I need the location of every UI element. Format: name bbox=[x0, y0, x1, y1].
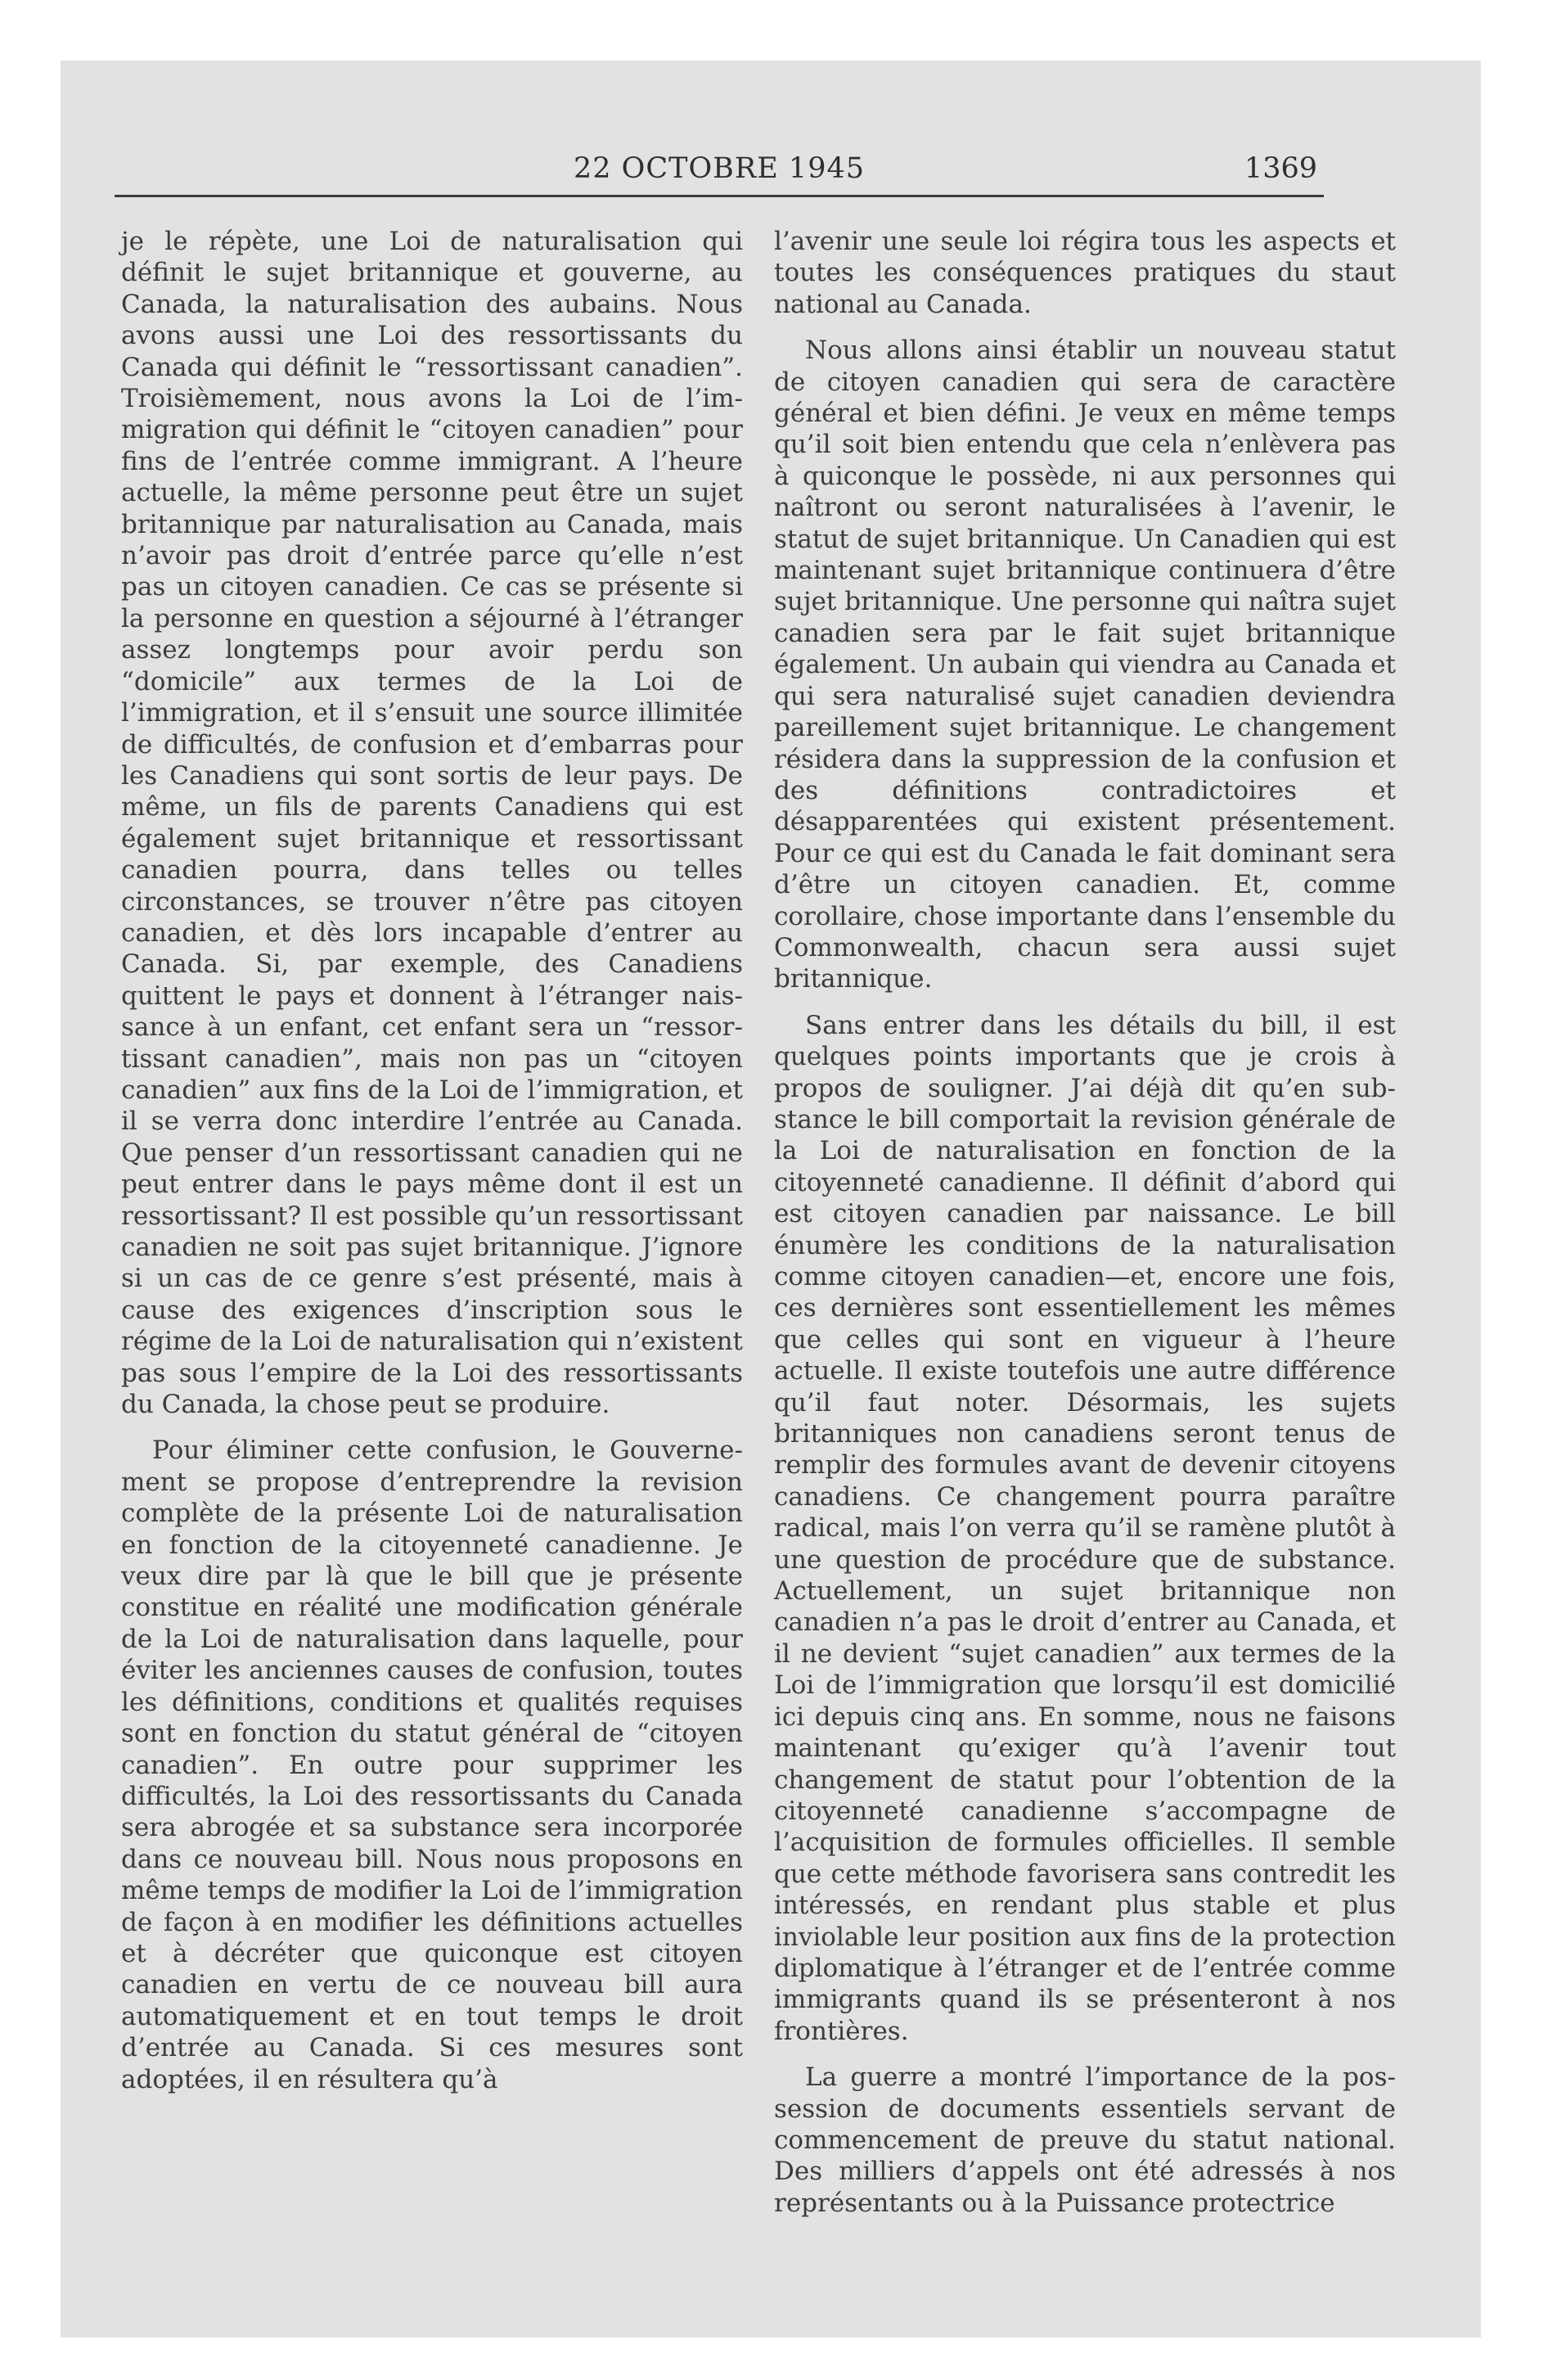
paragraph: Nous allons ainsi établir un nouveau statut de citoyen canadien qui sera de caractère général et bien défini. Je veux en même temps qu’il soit bien entendu que cela n’enlèvera pas à quiconque le possède, ni aux personnes qui naîtront ou seront naturalisées à l’avenir, le statut de sujet britannique. Un Canadien qui est maintenant sujet britannique continuera d’être sujet britannique. Une personne qui naîtra sujet canadien sera par le fait sujet britannique également. Un aubain qui viendra au Canada et qui sera naturalisé sujet canadien deviendra pareillement sujet britannique. Le changement résidera dans la suppression de la confusion et des définitions contradictoires et désapparentées qui existent présentement. Pour ce qui est du Canada le fait dominant sera d’être un citoyen canadien. Et, comme corollaire, chose importante dans l’ensemble du Commonwealth, chacun sera aussi sujet britannique. bbox=[774, 336, 1396, 994]
page-number: 1369 bbox=[1244, 152, 1317, 185]
paragraph: je le répète, une Loi de naturalisation qui définit le sujet britannique et gouverne, au Canada, la naturalisation des aubains. Nous avons aussi une Loi des ressortissants du Canada qui définit le “ressortissant canadien”. Troisièmement, nous avons la Loi de l’immigration qui définit le “citoyen canadien” pour fins de l’entrée comme immigrant. A l’heure actuelle, la même personne peut être un sujet britannique par naturalisation au Canada, mais n’avoir pas droit d’entrée parce qu’elle n’est pas un citoyen canadien. Ce cas se présente si la personne en question a séjourné à l’étranger assez longtemps pour avoir perdu son “domicile” aux termes de la Loi de l’immigration, et il s’ensuit une source illimitée de difficultés, de confusion et d’embarras pour les Canadiens qui sont sortis de leur pays. De même, un fils de parents Canadiens qui est également sujet britannique et ressortissant canadien pourra, dans telles ou telles circonstances, se trouver n’être pas citoyen canadien, et dès lors incapable d’entrer au Canada. Si, par exemple, des Canadiens quittent le pays et donnent à l’étranger naissance à un enfant, cet enfant sera un “ressortissant canadien”, mais non pas un “citoyen canadien” aux fins de la Loi de l’immigration, et il se verra donc interdire l’entrée au Canada. Que penser d’un ressortissant canadien qui ne peut entrer dans le pays même dont il est un ressortissant? Il est possible qu’un ressortissant canadien ne soit pas sujet britannique. J’ignore si un cas de ce genre s’est présenté, mais à cause des exigences d’inscription sous le régime de la Loi de naturalisation qui n’existent pas sous l’empire de la Loi des ressortissants du Canada, la chose peut se produire. bbox=[121, 227, 743, 1420]
paragraph: Sans entrer dans les détails du bill, il est quelques points importants que je crois à propos de souligner. J’ai déjà dit qu’en substance le bill comportait la revision générale de la Loi de naturalisation en fonction de la citoyenneté canadienne. Il définit d’abord qui est citoyen canadien par naissance. Le bill énumère les conditions de la naturalisation comme citoyen canadien—et, encore une fois, ces dernières sont essentiellement les mêmes que celles qui sont en vigueur à l’heure actuelle. Il existe toutefois une autre différence qu’il faut noter. Désormais, les sujets britanniques non canadiens seront tenus de remplir des formules avant de devenir citoyens canadiens. Ce changement pourra paraître radical, mais l’on verra qu’il se ramène plutôt à une question de procédure que de substance. Actuellement, un sujet britannique non canadien n’a pas le droit d’entrer au Canada, et il ne devient “sujet canadien” aux termes de la Loi de l’immigration que lorsqu’il est domicilié ici depuis cinq ans. En somme, nous ne faisons maintenant qu’exiger qu’à l’avenir tout changement de statut pour l’obtention de la citoyenneté canadienne s’accompagne de l’acquisition de formules officielles. Il semble que cette méthode favorisera sans contredit les intéressés, en rendant plus stable et plus inviolable leur position aux fins de la protection diplomatique à l’étranger et de l’entrée comme immigrants quand ils se présenteront à nos frontières. bbox=[774, 1010, 1396, 2046]
paragraph: Pour éliminer cette confusion, le Gouvernement se propose d’entreprendre la revision complète de la présente Loi de naturalisation en fonction de la citoyenneté canadienne. Je veux dire par là que le bill que je présente constitue en réalité une modification générale de la Loi de naturalisation dans laquelle, pour éviter les anciennes causes de confusion, toutes les définitions, conditions et qualités requises sont en fonction du statut général de “citoyen canadien”. En outre pour supprimer les difficultés, la Loi des ressortissants du Canada sera abrogée et sa substance sera incorporée dans ce nouveau bill. Nous nous proposons en même temps de modifier la Loi de l’immigration de façon à en modifier les définitions actuelles et à décréter que quiconque est citoyen canadien en vertu de ce nouveau bill aura automatiquement et en tout temps le droit d’entrée au Canada. Si ces mesures sont adoptées, il en résultera qu’à bbox=[121, 1436, 743, 2094]
right-column bbox=[774, 226, 1396, 2234]
paragraph: l’avenir une seule loi régira tous les aspects et toutes les conséquences pratiques du staut national au Canada. bbox=[774, 227, 1396, 319]
header-date: 22 OCTOBRE 1945 bbox=[574, 152, 865, 185]
paragraph: La guerre a montré l’importance de la possession de documents essentiels servant de commencement de preuve du statut national. Des milliers d’appels ont été adressés à nos représentants ou à la Puissance protectrice bbox=[774, 2062, 1396, 2218]
page-header bbox=[115, 146, 1324, 197]
left-column bbox=[121, 226, 743, 2110]
